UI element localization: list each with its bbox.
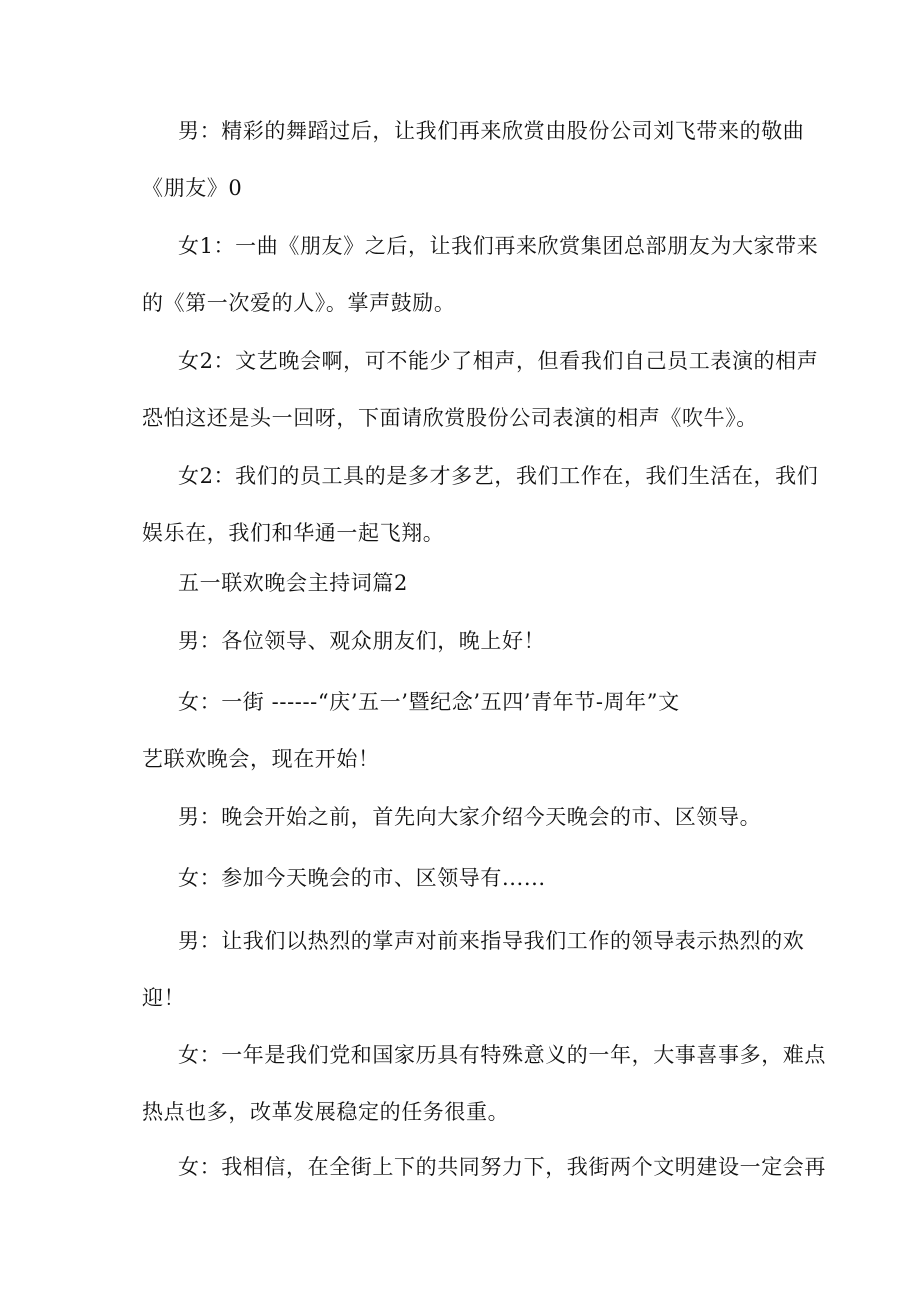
paragraph-line: 女：参加今天晚会的市、区领导有...... <box>178 866 546 890</box>
paragraph <box>142 333 819 447</box>
paragraph <box>142 1027 826 1141</box>
paragraph-line: 女1：一曲《朋友》之后，让我们再来欣赏集团总部朋友为大家带来 <box>178 234 819 258</box>
paragraph-line: 女：我相信，在全街上下的共同努力下，我街两个文明建设一定会再 <box>178 1155 826 1179</box>
paragraph-line: 艺联欢晚会，现在开始！ <box>142 747 380 771</box>
paragraph-line: 女：一年是我们党和国家历具有特殊意义的一年，大事喜事多，难点 <box>178 1043 826 1067</box>
paragraph-line: 男：晚会开始之前，首先向大家介绍今天晚会的市、区领导。 <box>178 805 762 829</box>
paragraph <box>142 103 805 217</box>
paragraph-line: 的《第一次爱的人》。掌声鼓励。 <box>142 291 456 315</box>
paragraph <box>142 913 805 1027</box>
paragraph <box>142 218 819 332</box>
paragraph-line: 男：各位领导、观众朋友们，晚上好！ <box>178 629 546 653</box>
paragraph-line: 《朋友》0 <box>142 176 243 200</box>
section-heading <box>142 555 792 612</box>
paragraph <box>142 613 792 670</box>
paragraph <box>142 789 792 846</box>
paragraph <box>142 850 792 907</box>
paragraph-line: 五一联欢晚会主持词篇2 <box>178 571 408 595</box>
paragraph-line: 女：一街 ------“庆’五一’暨纪念’五四’青年节-周年”文 <box>178 690 680 714</box>
paragraph-line: 迎！ <box>142 986 186 1010</box>
paragraph-line: 热点也多，改革发展稳定的任务很重。 <box>142 1100 510 1124</box>
paragraph-line: 女2：文艺晚会啊，可不能少了相声，但看我们自己员工表演的相声 <box>178 349 819 373</box>
paragraph-line: 恐怕这还是头一回呀，下面请欣赏股份公司表演的相声《吹牛》。 <box>142 406 758 430</box>
paragraph-line: 娱乐在，我们和华通一起飞翔。 <box>142 521 445 545</box>
paragraph-line: 男：精彩的舞蹈过后，让我们再来欣赏由股份公司刘飞带来的敬曲 <box>178 119 805 143</box>
paragraph <box>142 674 792 788</box>
paragraph-line: 女2：我们的员工具的是多才多艺，我们工作在，我们生活在，我们 <box>178 464 819 488</box>
paragraph <box>142 448 819 562</box>
paragraph-line: 男：让我们以热烈的掌声对前来指导我们工作的领导表示热烈的欢 <box>178 929 805 953</box>
paragraph <box>142 1139 826 1196</box>
